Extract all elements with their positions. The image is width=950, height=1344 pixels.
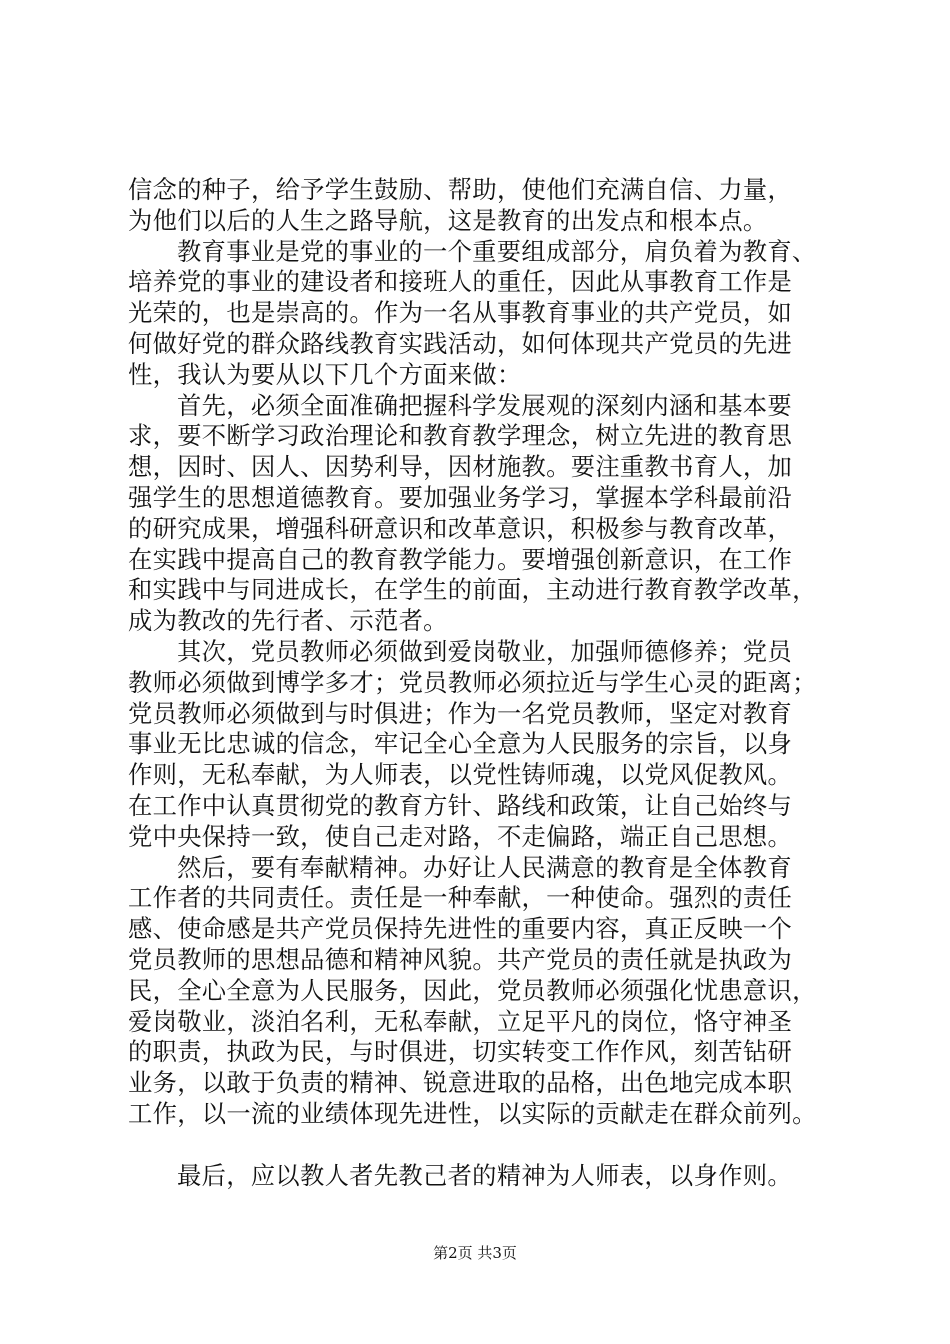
text-line: 作则，无私奉献，为人师表，以党性铸师魂，以党风促教风。: [128, 760, 793, 790]
text-line: 民，全心全意为人民服务，因此，党员教师必须强化忧患意识，: [128, 975, 817, 1005]
text-line: 党员教师的思想品德和精神风貌。共产党员的责任就是执政为: [128, 944, 793, 974]
text-line: 求，要不断学习政治理论和教育教学理念，树立先进的教育思: [128, 421, 793, 451]
text-line: 为他们以后的人生之路导航，这是教育的出发点和根本点。: [128, 205, 768, 235]
text-line: 在工作中认真贯彻党的教育方针、路线和政策，让自己始终与: [128, 790, 793, 820]
text-line: 光荣的，也是崇高的。作为一名从事教育事业的共产党员，如: [128, 298, 793, 328]
text-line: 想，因时、因人、因势利导，因材施教。要注重教书育人，加: [128, 452, 793, 482]
text-line: 性，我认为要从以下几个方面来做：: [128, 359, 522, 389]
text-line: 培养党的事业的建设者和接班人的重任，因此从事教育工作是: [128, 267, 793, 297]
text-line: 信念的种子，给予学生鼓励、帮助，使他们充满自信、力量，: [128, 175, 793, 204]
paragraph-start-line: 首先，必须全面准确把握科学发展观的深刻内涵和基本要: [177, 390, 792, 420]
text-line: 工作者的共同责任。责任是一种奉献，一种使命。强烈的责任: [128, 883, 793, 913]
text-line: 教师必须做到博学多才；党员教师必须拉近与学生心灵的距离；: [128, 667, 817, 697]
paragraph-start-line: 最后，应以教人者先教己者的精神为人师表，以身作则。: [177, 1160, 792, 1190]
text-line: 成为教改的先行者、示范者。: [128, 606, 448, 636]
text-line: 的职责，执政为民，与时俱进，切实转变工作作风，刻苦钻研: [128, 1037, 793, 1067]
text-line: 何做好党的群众路线教育实践活动，如何体现共产党员的先进: [128, 328, 793, 358]
text-line: 在实践中提高自己的教育教学能力。要增强创新意识，在工作: [128, 544, 793, 574]
paragraph-start-line: 其次，党员教师必须做到爱岗敬业，加强师德修养；党员: [177, 636, 792, 666]
text-line: 业务，以敢于负责的精神、锐意进取的品格，出色地完成本职: [128, 1068, 793, 1098]
text-line: 工作，以一流的业绩体现先进性，以实际的贡献走在群众前列。: [128, 1098, 817, 1128]
text-line: 和实践中与同进成长，在学生的前面，主动进行教育教学改革，: [128, 575, 817, 605]
paragraph-start-line: 教育事业是党的事业的一个重要组成部分，肩负着为教育、: [177, 236, 817, 266]
text-line: 感、使命感是共产党员保持先进性的重要内容，真正反映一个: [128, 914, 793, 944]
text-line: 强学生的思想道德教育。要加强业务学习，掌握本学科最前沿: [128, 482, 793, 512]
text-line: 党中央保持一致，使自己走对路，不走偏路，端正自己思想。: [128, 821, 793, 851]
text-line: 事业无比忠诚的信念，牢记全心全意为人民服务的宗旨，以身: [128, 729, 793, 759]
document-body: [128, 175, 843, 1192]
text-line: 爱岗敬业，淡泊名利，无私奉献，立足平凡的岗位，恪守神圣: [128, 1006, 793, 1036]
text-line: 党员教师必须做到与时俱进；作为一名党员教师，坚定对教育: [128, 698, 793, 728]
paragraph-start-line: 然后，要有奉献精神。办好让人民满意的教育是全体教育: [177, 852, 792, 882]
page-number-footer: 第2页 共3页: [433, 1244, 517, 1262]
text-line: 的研究成果，增强科研意识和改革意识，积极参与教育改革，: [128, 513, 793, 543]
